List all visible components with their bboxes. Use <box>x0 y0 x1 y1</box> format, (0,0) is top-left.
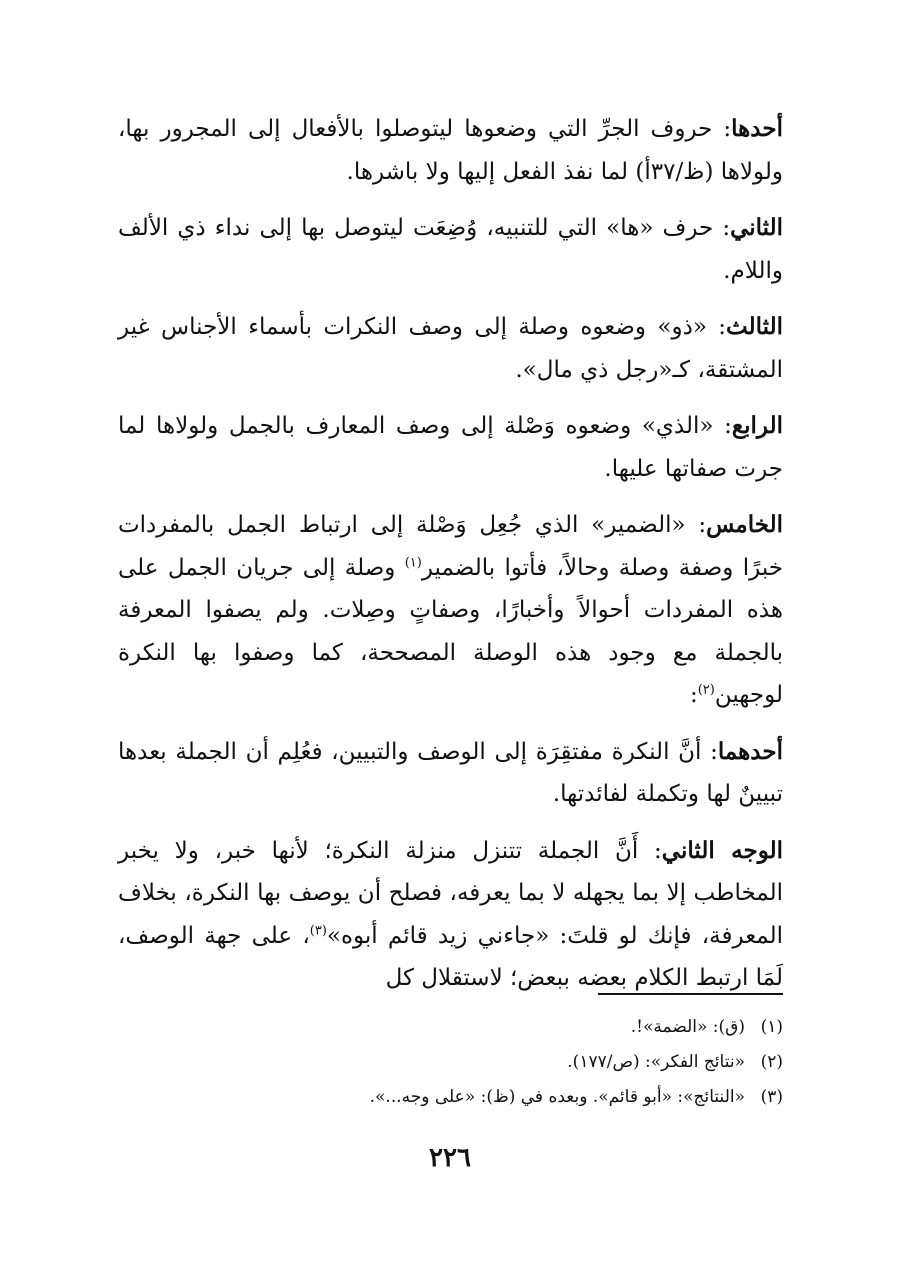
paragraph-text: : «ذو» وضعوه وصلة إلى وصف النكرات بأسماء الأجناس غير المشتقة، كـ«رجل ذي مال». <box>118 314 783 383</box>
footnote-number: (٢) <box>760 1052 783 1072</box>
page-number: ٢٢٦ <box>429 1143 471 1173</box>
paragraph-text: : أنَّ النكرة مفتقِرَة إلى الوصف والتبيين، فعُلِم أن الجملة بعدها تبيينٌ لها وتكملة لفائدتها. <box>118 738 783 807</box>
footnote-ref-2[interactable]: (٢) <box>697 682 715 698</box>
paragraph-lead: أحدها <box>731 115 783 142</box>
footnote-ref-1[interactable]: (١) <box>404 554 422 570</box>
footnote-item <box>118 1080 783 1115</box>
paragraph-sixth <box>118 731 783 816</box>
footnote-item <box>118 1045 783 1080</box>
paragraph-seventh <box>118 830 783 1000</box>
paragraph-text: : «الذي» وضعوه وَصْلة إلى وصف المعارف بالجمل ولولاها لما جرت صفاتها عليها. <box>118 413 783 482</box>
paragraph-lead: الثالث <box>726 313 783 340</box>
paragraph-lead: الوجه الثاني <box>661 836 783 864</box>
footnote-item <box>118 1010 783 1045</box>
paragraph-text-continued: وصلة إلى جريان الجمل على هذه المفردات أحوالاً وأخبارًا، وصفاتٍ وصِلات. ولم يصفوا المعرفة بالجملة مع وجود هذه الوصلة المصححة، كما وصفوا بها النكرة لوجهين <box>118 554 783 708</box>
footnote-text: (ق): «الضمة»!. <box>630 1017 745 1037</box>
paragraph-lead: الثاني <box>730 214 783 241</box>
paragraph-first <box>118 108 783 193</box>
paragraph-lead: الرابع <box>731 412 783 439</box>
footnotes-section <box>118 1010 783 1115</box>
footnote-ref-3[interactable]: (٣) <box>309 922 327 938</box>
footnote-text: «نتائج الفكر»: (ص/١٧٧). <box>567 1052 745 1072</box>
paragraph-fourth <box>118 405 783 490</box>
paragraph-text: : حروف الجرِّ التي وضعوها ليتوصلوا بالأفعال إلى المجرور بها، ولولاها (ظ/٣٧أ) لما نفذ الفعل إليها ولا باشرها. <box>118 116 783 185</box>
paragraph-second <box>118 207 783 292</box>
paragraph-lead: الخامس <box>706 511 783 538</box>
footnote-number: (٣) <box>760 1087 783 1107</box>
paragraph-text-continued: ، على جهة الوصف، لَمَا ارتبط الكلام بعضه ببعض؛ لاستقلال كل <box>118 922 783 991</box>
footnote-text: «النتائج»: «أبو قائم». وبعده في (ظ): «على وجه...». <box>369 1087 745 1107</box>
paragraph-text-end: : <box>689 682 698 708</box>
footnote-divider <box>598 993 783 995</box>
paragraph-lead: أحدهما <box>717 737 783 765</box>
paragraph-text: : «الضمير» الذي جُعِل وَصْلة إلى ارتباط الجمل بالمفردات خبرًا وصفة وصلة وحالاً، فأتوا بالضمير <box>118 512 783 581</box>
paragraph-text: : أَنَّ الجملة تتنزل منزلة النكرة؛ لأنها خبر، ولا يخبر المخاطب إلا بما يجهله لا بما يعرفه، فصلح أن يوصف بها النكرة، بخلاف المعرفة، فإنك لو قلتَ: «جاءني زيد قائم أبوه» <box>118 837 783 949</box>
paragraph-fifth <box>118 504 783 717</box>
paragraph-third <box>118 306 783 391</box>
main-text-block <box>118 108 783 1014</box>
footnote-number: (١) <box>760 1017 783 1037</box>
paragraph-text: : حرف «ها» التي للتنبيه، وُضِعَت ليتوصل بها إلى نداء ذي الألف واللام. <box>118 215 783 284</box>
